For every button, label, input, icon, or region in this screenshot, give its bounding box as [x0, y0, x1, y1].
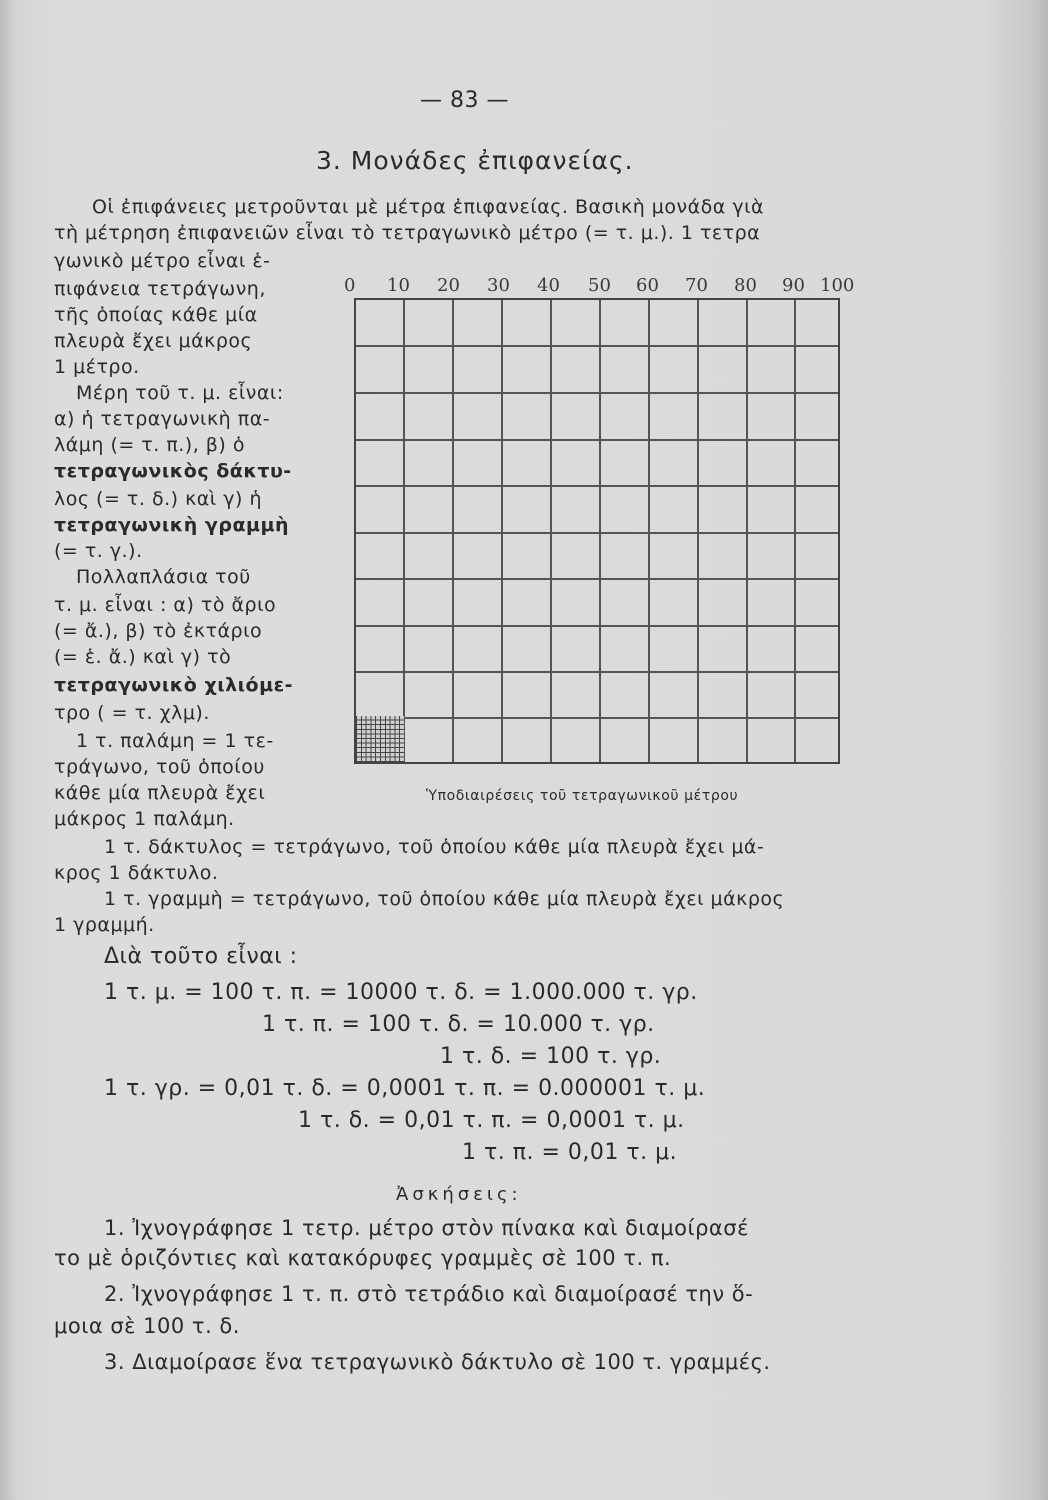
left-column-line: τετραγωνικὴ γραμμὴ	[54, 514, 290, 536]
equation-line: 1 τ. γρ. = 0,01 τ. δ. = 0,0001 τ. π. = 0.000001 τ. μ.	[104, 1076, 706, 1101]
body-line: 1 γραμμή.	[54, 914, 155, 936]
axis-label: 90	[782, 275, 805, 296]
figure-caption: Ὑποδιαιρέσεις τοῦ τετραγωνικοῦ μέτρου	[426, 788, 739, 804]
grid-line	[697, 300, 699, 762]
equation-line: 1 τ. π. = 0,01 τ. μ.	[462, 1140, 678, 1165]
left-column-line: τετραγωνικὸς δάκτυ-	[54, 460, 292, 482]
left-column-line: γωνικὸ μέτρο εἶναι ἑ-	[54, 250, 271, 272]
exercise-line: 3. Διαμοίρασε ἕνα τετραγωνικὸ δάκτυλο σὲ 100 τ. γραμμές.	[104, 1350, 771, 1374]
exercise-line: τo μὲ ὁριζόντιες καὶ κατακόρυφες γραμμὲς σὲ 100 τ. π.	[54, 1246, 672, 1270]
grid-line	[356, 717, 838, 719]
left-column-line: λος (= τ. δ.) καὶ γ) ἡ	[54, 488, 262, 510]
left-column-line: τράγωνο, τοῦ ὁποίου	[54, 756, 265, 778]
grid-line	[550, 300, 552, 762]
equation-line: 1 τ. δ. = 0,01 τ. π. = 0,0001 τ. μ.	[298, 1108, 685, 1133]
grid-line	[356, 439, 838, 441]
left-column-line: πλευρὰ ἔχει μάκρος	[54, 330, 253, 352]
left-column-line: τρο ( = τ. χλμ).	[54, 702, 210, 724]
axis-label: 80	[734, 275, 757, 296]
axis-label: 30	[487, 275, 510, 296]
left-column-line: Πολλαπλάσια τοῦ	[76, 566, 251, 588]
section-title: 3. Μονάδες ἐπιφανείας.	[316, 146, 634, 175]
axis-label: 0	[344, 275, 356, 296]
left-column-line: τ. μ. εἶναι : α) τὸ ἄριο	[54, 594, 277, 616]
exercise-line: 1. Ἰχνογράφησε 1 τετρ. μέτρο στὸν πίνακα καὶ διαμοίρασέ	[104, 1216, 749, 1240]
left-column-line: τῆς ὁποίας κάθε μία	[54, 304, 258, 326]
grid-line	[356, 485, 838, 487]
grid-line	[403, 300, 405, 762]
grid-line	[356, 345, 838, 347]
left-column-line: Μέρη τοῦ τ. μ. εἶναι:	[76, 382, 284, 404]
left-column-line: κάθε μία πλευρὰ ἔχει	[54, 782, 266, 804]
body-line: κρος 1 δάκτυλο.	[54, 862, 219, 884]
left-column-line: πιφάνεια τετράγωνη,	[54, 278, 266, 300]
grid-line	[356, 625, 838, 627]
exercise-line: μοια σὲ 100 τ. δ.	[54, 1314, 240, 1338]
body-line: 1 τ. δάκτυλος = τετράγωνο, τοῦ ὁποίου κάθε μία πλευρὰ ἔχει μά-	[104, 836, 765, 858]
exercise-line: 2. Ἰχνογράφησε 1 τ. π. στὸ τετράδιο καὶ διαμοίρασέ την ὅ-	[104, 1282, 754, 1306]
left-column-line: τετραγωνικὸ χιλιόμε-	[54, 674, 294, 696]
axis-label: 100	[820, 275, 855, 296]
axis-label: 70	[685, 275, 708, 296]
left-column-line: (= ἄ.), β) τὸ ἐκτάριο	[54, 620, 263, 642]
grid-line	[794, 300, 796, 762]
subdivided-square	[356, 716, 404, 762]
grid-line	[356, 532, 838, 534]
grid-line	[746, 300, 748, 762]
square-metre-grid	[354, 298, 840, 764]
axis-label: 20	[437, 275, 460, 296]
equation-line: 1 τ. μ. = 100 τ. π. = 10000 τ. δ. = 1.000.000 τ. γρ.	[104, 980, 698, 1005]
grid-line	[356, 392, 838, 394]
intro-line: Οἱ ἐπιφάνειες μετροῦνται μὲ μέτρα ἐπιφανείας. Βασικὴ μονάδα γιὰ	[92, 196, 765, 218]
left-column-line: 1 τ. παλάμη = 1 τε-	[76, 730, 274, 752]
grid-line	[452, 300, 454, 762]
axis-label: 10	[387, 275, 410, 296]
equation-line: 1 τ. π. = 100 τ. δ. = 10.000 τ. γρ.	[262, 1012, 655, 1037]
grid-line	[356, 671, 838, 673]
left-column-line: α) ἡ τετραγωνικὴ πα-	[54, 408, 271, 430]
axis-label: 40	[537, 275, 560, 296]
left-column-line: (= ἑ. ἄ.) καὶ γ) τὸ	[54, 646, 232, 668]
left-column-line: 1 μέτρο.	[54, 356, 140, 378]
therefore-label: Διὰ τοῦτο εἶναι :	[104, 944, 298, 969]
left-column-line: (= τ. γ.).	[54, 540, 143, 562]
intro-line: τὴ μέτρηση ἐπιφανειῶν εἶναι τὸ τετραγωνικὸ μέτρο (= τ. μ.). 1 τετρα	[54, 222, 761, 244]
left-column-line: μάκρος 1 παλάμη.	[54, 808, 235, 830]
body-line: 1 τ. γραμμὴ = τετράγωνο, τοῦ ὁποίου κάθε μία πλευρὰ ἔχει μάκρος	[104, 888, 785, 910]
left-column-line: λάμη (= τ. π.), β) ὁ	[54, 434, 246, 456]
page-number: — 83 —	[420, 88, 509, 113]
equation-line: 1 τ. δ. = 100 τ. γρ.	[440, 1044, 662, 1069]
grid-line	[501, 300, 503, 762]
exercises-heading: Ἀσκήσεις:	[396, 1184, 522, 1205]
grid-line	[648, 300, 650, 762]
axis-label: 60	[636, 275, 659, 296]
grid-line	[599, 300, 601, 762]
grid-line	[356, 578, 838, 580]
axis-label: 50	[588, 275, 611, 296]
